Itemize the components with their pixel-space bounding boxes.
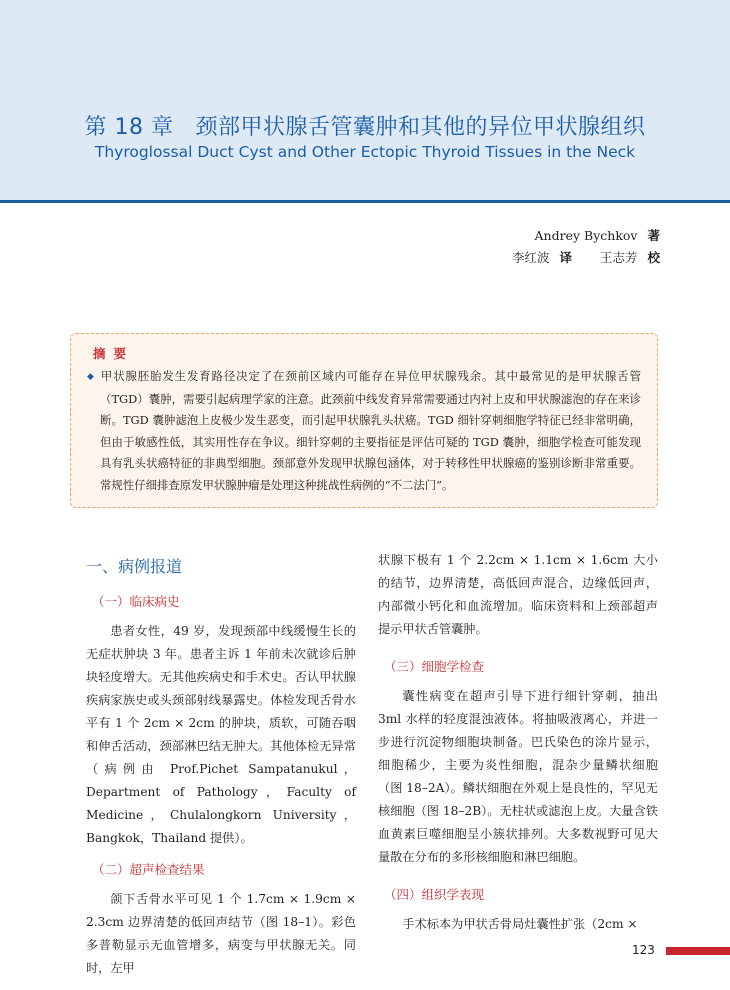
chapter-title-zh [0,110,730,141]
ultrasound-text-continued: 状腺下极有 1 个 2.2cm × 1.1cm × 1.6cm 大小的结节，边界清楚，高低回声混合，边缘低回声，内部微小钙化和血流增加。临床资料和上颈部超声提示甲状舌管囊肿。 [378,553,658,636]
translator-name: 李红波 [511,250,550,265]
author-line [535,226,660,244]
histology-text: 手术标本为甲状舌骨局灶囊性扩张（2cm × [402,917,638,931]
abstract-text: 甲状腺胚胎发生发育路径决定了在颈前区域内可能存在异位甲状腺残余。其中最常见的是甲状腺舌管（TGD）囊肿，需要引起病理学家的注意。此颈前中线发育异常需要通过内衬上皮和甲状腺滤泡的存在来诊断。TGD 囊肿滤泡上皮极少发生恶变，而引起甲状腺乳头状癌。TGD 细针穿刺细胞学特征已经非常明确，但由于敏感性低，其实用性存在争议。细针穿刺的主要指征是评估可疑的 TGD 囊肿，细胞学检查可能发现具有乳头状癌特征的非典型细胞。颈部意外发现甲状腺包涵体，对于转移性甲状腺癌的鉴别诊断非常重要。常规性仔细排查原发甲状腺肿瘤是处理这种挑战性病例的“不二法门”。 [100,369,641,492]
abstract-body [87,366,641,496]
cytology-text: 囊性病变在超声引导下进行细针穿刺，抽出 3ml 水样的轻度混浊液体。将抽吸液离心，并进一步进行沉淀物细胞块制备。巴氏染色的涂片显示，细胞稀少，主要为炎性细胞，混杂少量鳞状细胞（图 18–2A）。鳞状细胞在外观上是良性的，罕见无核细胞（图 18–2B）。无柱状或滤泡上皮。大量含铁血黄素巨噬细胞呈小簇状排列。大多数视野可见大量散在分布的多形核细胞和淋巴细胞。 [378,689,658,864]
clinical-history-text: 患者女性，49 岁，发现颈部中线缓慢生长的无症状肿块 3 年。患者主诉 1 年前未次就诊后肿块轻度增大。无其他疾病史和手术史。否认甲状腺疾病家族史或头颈部射线暴露史。体检发现舌骨水平有 1 个 2cm × 2cm 的肿块，质软，可随吞咽和伸舌活动，颈部淋巴结无肿大。其他体检无异常（病例由 Prof.Pichet Sampatanukul，Department of Pathology，Faculty of Medicine，Chulalongkorn University，Bangkok，Thailand 提供）。 [86,624,356,845]
author-role: 著 [647,228,660,243]
page-number: 123 [632,943,655,957]
page-number-bar [666,947,730,955]
header-divider [0,200,730,203]
section-title-case-report: 一、病例报道 [86,557,183,576]
subsection-title-histology: （四）组织学表现 [384,887,485,902]
chapter-number: 第 18 章 [84,115,174,140]
diamond-bullet-icon: ◆ [87,372,94,382]
translator-line [512,248,660,266]
reviewer-role: 校 [647,250,660,265]
subsection-title-clinical-history: （一）临床病史 [92,594,180,609]
chapter-title-en: Thyroglossal Duct Cyst and Other Ectopic Thyroid Tissues in the Neck [94,143,636,161]
right-column [378,540,658,936]
chapter-header-band [0,0,730,200]
abstract-title: 摘要 [93,346,135,361]
translator-role: 译 [559,250,572,265]
subsection-title-ultrasound: （二）超声检查结果 [92,862,205,877]
author-name: Andrey Bychkov [534,228,638,243]
chapter-title-text-zh: 颈部甲状腺舌管囊肿和其他的异位甲状腺组织 [195,115,646,140]
subsection-title-cytology: （三）细胞学检查 [384,659,485,674]
left-column [86,540,356,980]
abstract-box [70,333,658,508]
ultrasound-text: 颌下舌骨水平可见 1 个 1.7cm × 1.9cm × 2.3cm 边界清楚的低回声结节（图 18–1）。彩色多普勒显示无血管增多，病变与甲状腺无关。同时，左甲 [86,892,356,975]
reviewer-name: 王志芳 [599,250,638,265]
